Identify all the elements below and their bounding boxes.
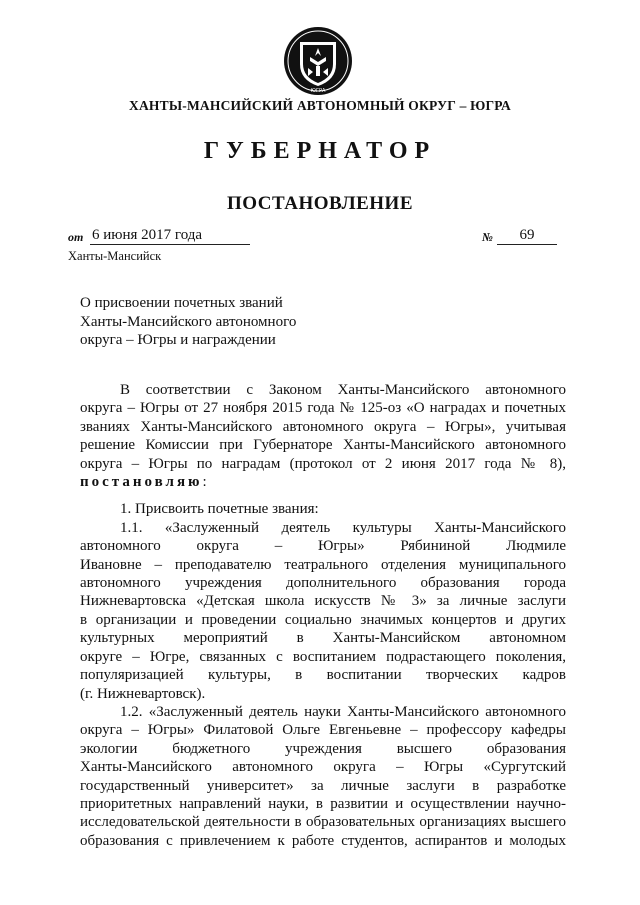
date-prefix: от bbox=[68, 230, 84, 244]
subject-line: Ханты-Мансийского автономного bbox=[80, 313, 297, 330]
body-line: образования с привлечением к работе студентов, аспирантов и молодых bbox=[80, 832, 566, 849]
region-title: ХАНТЫ-МАНСИЙСКИЙ АВТОНОМНЫЙ ОКРУГ – ЮГРА bbox=[129, 98, 511, 113]
body-line: округа – Югры» Филатовой Ольге Евгеньевне – профессору кафедры bbox=[80, 722, 566, 739]
document-number: 69 bbox=[497, 226, 557, 245]
resolve-colon: : bbox=[202, 474, 207, 491]
governor-title: ГУБЕРНАТОР bbox=[203, 138, 437, 164]
resolve-line bbox=[80, 473, 566, 491]
body-line: в организации и проведении социально значимых концертов и других bbox=[80, 611, 566, 628]
body-line: 1.2. «Заслуженный деятель науки Ханты-Мансийского автономного bbox=[120, 703, 566, 720]
document-date: 6 июня 2017 года bbox=[90, 226, 250, 245]
body-line: (г. Нижневартовск). bbox=[80, 685, 206, 702]
body-line: 1.1. «Заслуженный деятель культуры Ханты-Мансийского bbox=[120, 519, 566, 536]
body-line: автономного учреждения дополнительного образования города bbox=[80, 575, 566, 592]
body-line: решение Комиссии при Губернаторе Ханты-Мансийского автономного bbox=[80, 437, 566, 454]
number-prefix: № bbox=[482, 230, 493, 244]
body-line: званиях Ханты-Мансийского автономного округа – Югры», учитывая bbox=[80, 418, 566, 435]
body-line: приоритетных направлений науки, в развитии и осуществлении научно- bbox=[80, 795, 566, 812]
body-line: экологии бюджетного учреждения высшего образования bbox=[80, 740, 566, 757]
body-line: Нижневартовска «Детская школа искусств № 3» за личные заслуги bbox=[80, 593, 566, 610]
body-line: округа – Югры по наградам (протокол от 2 июня 2017 года № 8), bbox=[80, 455, 566, 472]
subject-line: округа – Югры и награждении bbox=[80, 332, 276, 348]
item-1-heading: 1. Присвоить почетные звания: bbox=[120, 501, 319, 518]
subject-line: О присвоении почетных званий bbox=[80, 295, 283, 311]
resolve-word: постановляю bbox=[80, 474, 203, 491]
document-subject bbox=[80, 294, 296, 350]
body-line: В соответствии с Законом Ханты-Мансийского автономного bbox=[120, 382, 566, 398]
body-line: Ханты-Мансийского автономного округа – Югры «Сургутский bbox=[80, 759, 566, 776]
body-line: государственный университет» за личные заслуги в разработке bbox=[80, 777, 566, 794]
emblem-label: ЮГРА bbox=[310, 88, 326, 94]
body-line: Ивановне – преподавателю театрального отделения муниципального bbox=[80, 556, 566, 573]
body-line: автономного округа – Югры» Рябининой Людмиле bbox=[80, 538, 566, 555]
document-body bbox=[80, 381, 566, 850]
document-city: Ханты-Мансийск bbox=[68, 249, 162, 263]
document-type: ПОСТАНОВЛЕНИЕ bbox=[226, 193, 414, 214]
body-line: округе – Югре, связанных с воспитанием подрастающего поколения, bbox=[80, 648, 566, 665]
body-line: популяризацией культуры, в воспитании творческих кадров bbox=[80, 667, 566, 684]
body-line: округа – Югры от 27 ноября 2015 года № 125-оз «О наградах и почетных bbox=[80, 400, 566, 417]
body-line: культурных мероприятий в Ханты-Мансийском автономном bbox=[80, 630, 566, 647]
body-line: исследовательской деятельности в образовательных организациях высшего bbox=[80, 814, 566, 831]
coat-of-arms-icon bbox=[283, 26, 353, 96]
